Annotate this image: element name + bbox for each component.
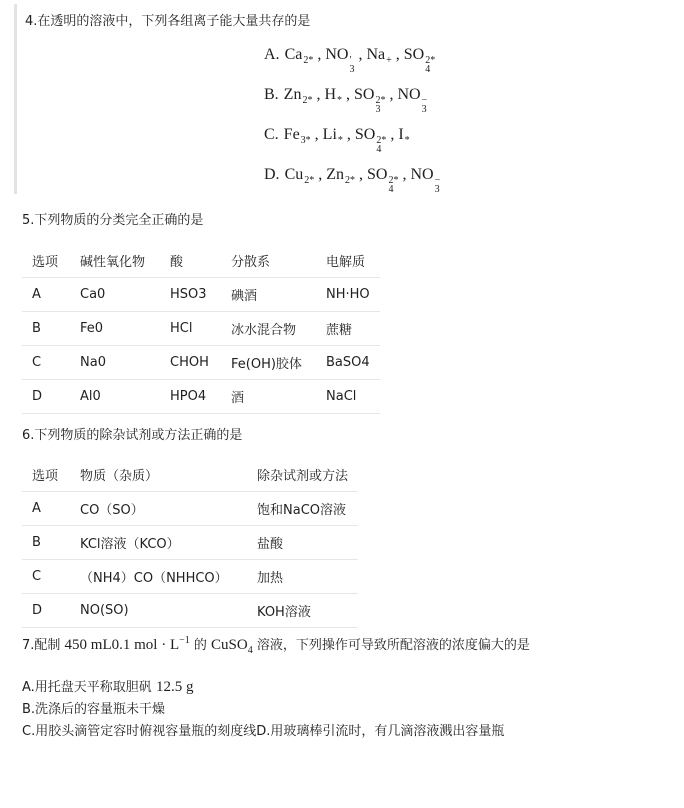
- ion-charge: *: [337, 95, 343, 106]
- table-cell: 加热: [247, 560, 358, 594]
- table-cell: A: [22, 492, 70, 526]
- ion-formula: [355, 126, 386, 154]
- ion-base: Ca: [284, 46, 303, 63]
- table-cell: Ca0: [70, 278, 160, 312]
- table-cell: KOH溶液: [247, 594, 358, 628]
- ion-formula: [326, 166, 355, 185]
- ion-base: Zn: [283, 86, 302, 103]
- ion-charge: 2*: [425, 55, 436, 66]
- table-cell: 蔗糖: [316, 312, 380, 346]
- ion-base: SO: [367, 166, 388, 183]
- column-header: 碱性氧化物: [70, 244, 160, 278]
- option-b: B. Zn 2* , H * , SO 2* 3 , NO − 3: [264, 86, 428, 115]
- ion-subscript: 3: [349, 64, 355, 75]
- ion-formula: [397, 86, 427, 114]
- ion-subscript: 3: [421, 104, 427, 115]
- question-4-title: 4.在透明的溶液中，下列各组离子能大量共存的是: [25, 14, 311, 29]
- table-cell: 盐酸: [247, 526, 358, 560]
- q7-option-a-math: 12.5 g: [155, 679, 194, 695]
- question-4-block: [14, 4, 677, 194]
- ion-base: NO: [410, 166, 434, 183]
- table-cell: 酒: [221, 380, 316, 414]
- option-d: D. Cu 2* , Zn 2* , SO 2* 4 , NO − 3: [264, 166, 441, 195]
- ion-base: NO: [397, 86, 421, 103]
- q7-compound-sub: 4: [247, 645, 253, 656]
- table-cell: NO(SO): [70, 594, 247, 628]
- q7-option-b: B.洗涤后的容量瓶未干燥: [22, 702, 166, 717]
- table-cell: KCl溶液（KCO）: [70, 526, 247, 560]
- ion-charge: 2*: [345, 175, 356, 186]
- ion-formula: [284, 126, 311, 145]
- table-header-row: [22, 458, 358, 492]
- q7-prefix: 7.配制: [22, 638, 65, 653]
- ion-base: SO: [403, 46, 425, 63]
- table-cell: NaCl: [316, 380, 380, 414]
- ion-base: SO: [354, 86, 375, 103]
- table-row: [22, 492, 358, 526]
- table-row: [22, 526, 358, 560]
- ion-charge: 2*: [302, 95, 313, 106]
- option-c: C. Fe 3* , Li * , SO 2* 4 , I *: [264, 126, 410, 155]
- column-header: 选项: [22, 244, 70, 278]
- option-label: A.: [264, 46, 280, 63]
- ion-subscript: 3: [434, 184, 440, 195]
- ion-base: Na: [366, 46, 386, 63]
- option-label: C.: [264, 126, 279, 143]
- table-cell: CHOH: [160, 346, 221, 380]
- ion-formula: [367, 166, 398, 194]
- ion-formula: [325, 46, 354, 74]
- ion-subscript: 3: [375, 104, 381, 115]
- question-5-title: 5.下列物质的分类完全正确的是: [22, 213, 204, 228]
- column-header: 选项: [22, 458, 70, 492]
- ion-formula: [398, 126, 409, 145]
- table-cell: 冰水混合物: [221, 312, 316, 346]
- option-label: D.: [264, 166, 280, 183]
- table-cell: C: [22, 560, 70, 594]
- ion-formula: [285, 46, 314, 65]
- ion-charge: 2*: [376, 135, 387, 146]
- ion-base: I: [398, 126, 404, 143]
- ion-base: NO: [325, 46, 349, 63]
- table-cell: HSO3: [160, 278, 221, 312]
- table-cell: Fe(OH)胶体: [221, 346, 316, 380]
- table-cell: B: [22, 312, 70, 346]
- ion-base: H: [324, 86, 337, 103]
- ion-formula: [404, 46, 435, 74]
- ion-subscript: 4: [425, 64, 431, 75]
- ion-formula: [410, 166, 440, 194]
- table-cell: 饱和NaCO溶液: [247, 492, 358, 526]
- table-cell: A: [22, 278, 70, 312]
- column-header: 除杂试剂或方法: [247, 458, 358, 492]
- impurity-removal-table: [22, 458, 358, 628]
- q7-option-a-text: A.用托盘天平称取胆矾: [22, 680, 156, 695]
- table-cell: Na0: [70, 346, 160, 380]
- ion-charge: 2*: [303, 55, 314, 66]
- question-7-title: [22, 634, 530, 656]
- ion-base: Fe: [283, 126, 300, 143]
- q7-option-cd: C.用胶头滴管定容时俯视容量瓶的刻度线D.用玻璃棒引流时，有几滴溶液溅出容量瓶: [22, 724, 505, 739]
- ion-charge: 3*: [300, 135, 311, 146]
- table-row: [22, 594, 358, 628]
- column-header: 物质（杂质）: [70, 458, 247, 492]
- ion-base: Cu: [284, 166, 304, 183]
- table-cell: D: [22, 594, 70, 628]
- table-cell: （NH4）CO（NHHCO）: [70, 560, 247, 594]
- table-cell: CO（SO）: [70, 492, 247, 526]
- ion-formula: [366, 46, 391, 65]
- table-row: [22, 380, 380, 414]
- ion-formula: [284, 86, 313, 105]
- table-row: [22, 560, 358, 594]
- table-cell: HPO4: [160, 380, 221, 414]
- table-cell: 碘酒: [221, 278, 316, 312]
- table-cell: B: [22, 526, 70, 560]
- table-cell: Fe0: [70, 312, 160, 346]
- column-header: 电解质: [316, 244, 380, 278]
- q7-exponent: −1: [179, 635, 190, 646]
- ion-subscript: 4: [388, 184, 394, 195]
- table-header-row: [22, 244, 380, 278]
- ion-base: Li: [322, 126, 337, 143]
- table-cell: HCl: [160, 312, 221, 346]
- ion-base: Zn: [326, 166, 345, 183]
- question-6-title: 6.下列物质的除杂试剂或方法正确的是: [22, 428, 243, 443]
- table-cell: NH·HO: [316, 278, 380, 312]
- q7-suffix: 溶液，下列操作可导致所配溶液的浓度偏大的是: [252, 638, 530, 653]
- ion-formula: [324, 86, 342, 105]
- ion-charge: 2*: [375, 95, 386, 106]
- option-a: A. Ca 2* , NO ′ 3 , Na + , SO 2* 4: [264, 46, 436, 75]
- ion-subscript: 4: [376, 144, 382, 155]
- table-row: [22, 346, 380, 380]
- column-header: 分散系: [221, 244, 316, 278]
- ion-charge: 2*: [304, 175, 315, 186]
- table-row: [22, 312, 380, 346]
- ion-charge: +: [386, 55, 392, 66]
- ion-formula: [323, 126, 343, 145]
- q7-amount: 450 mL0.1 mol · L: [64, 637, 180, 653]
- table-cell: D: [22, 380, 70, 414]
- table-row: [22, 278, 380, 312]
- ion-formula: [285, 166, 315, 185]
- column-header: 酸: [160, 244, 221, 278]
- ion-charge: −: [434, 175, 441, 186]
- q7-mid: 的: [189, 638, 212, 653]
- ion-charge: ′: [349, 55, 352, 66]
- table-cell: BaSO4: [316, 346, 380, 380]
- q7-compound-base: CuSO: [211, 637, 248, 653]
- table-cell: C: [22, 346, 70, 380]
- ion-charge: −: [421, 95, 428, 106]
- ion-base: SO: [354, 126, 376, 143]
- option-label: B.: [264, 86, 279, 103]
- ion-charge: *: [404, 135, 410, 146]
- classification-table: [22, 244, 380, 414]
- table-cell: Al0: [70, 380, 160, 414]
- ion-charge: *: [337, 135, 343, 146]
- q7-concentration: [65, 637, 190, 653]
- q7-compound: [211, 637, 253, 656]
- q7-option-a: [22, 676, 193, 696]
- ion-formula: [354, 86, 385, 114]
- ion-charge: 2*: [388, 175, 399, 186]
